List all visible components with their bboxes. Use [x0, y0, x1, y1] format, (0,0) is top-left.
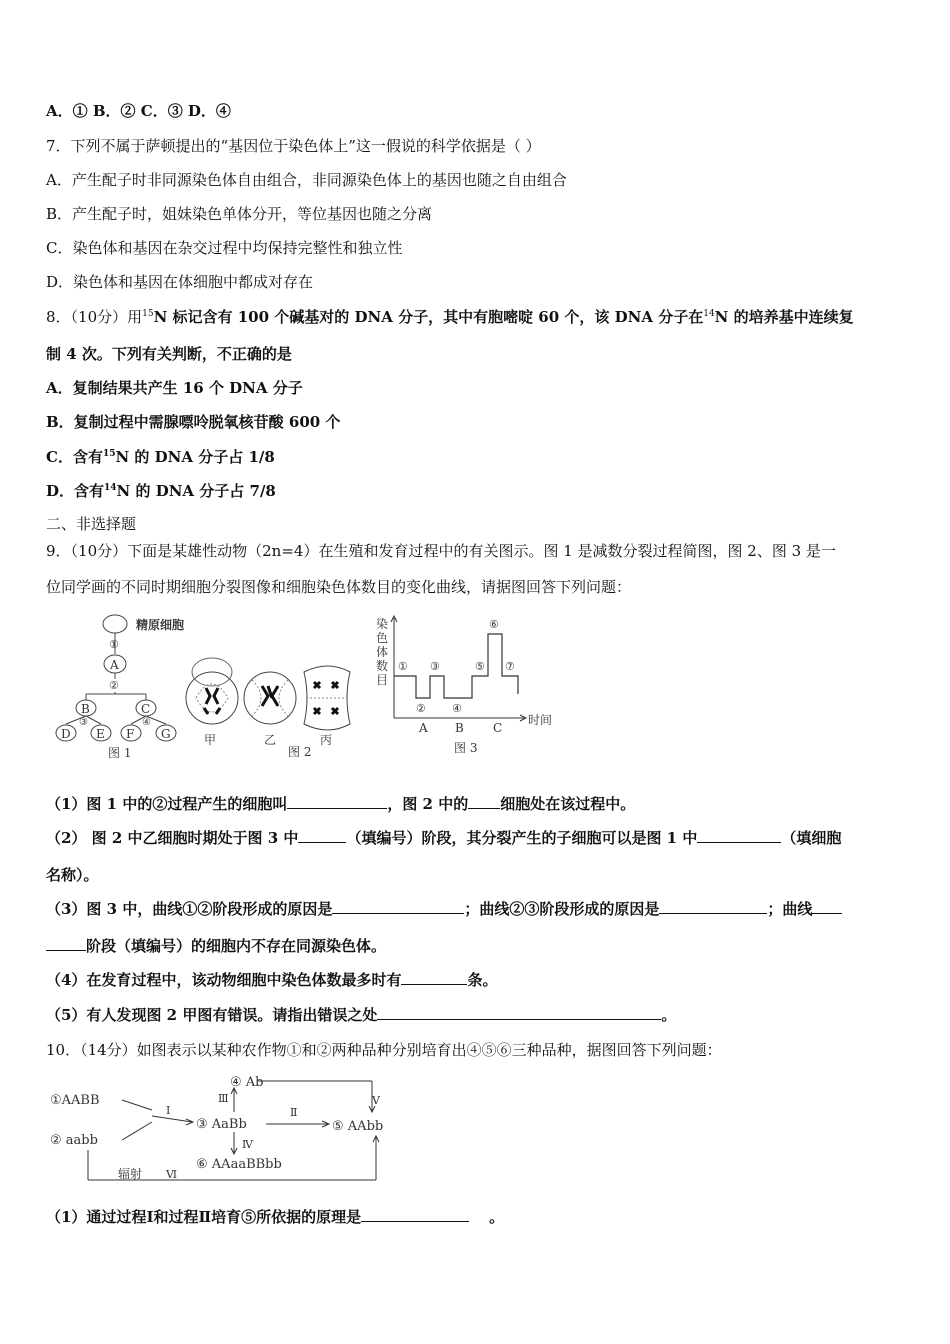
svg-text:目: 目 [376, 673, 389, 687]
q7-stem: 7．下列不属于萨顿提出的“基因位于染色体上”这一假说的科学依据是（ ） [46, 137, 541, 155]
q8-option-b: B．复制过程中需腺嘌呤脱氧核苷酸 600 个 [46, 413, 341, 431]
q8-option-d: D．含有$^{14}$N 的 DNA 分子占 7/8 [46, 482, 276, 500]
fig3-stage-6: ⑥ [489, 618, 499, 631]
q9-sub3-blank3a[interactable] [812, 899, 842, 914]
q9-sub5-blank[interactable] [377, 1005, 661, 1020]
svg-text:Ⅲ: Ⅲ [218, 1092, 229, 1105]
fig1-node-c: C [141, 702, 151, 716]
q7-option-c: C．染色体和基因在杂交过程中均保持完整性和独立性 [46, 239, 403, 257]
q9-sub2-cont: 名称）。 [46, 866, 99, 884]
fig3-caption: 图 3 [454, 741, 478, 755]
fig1-node-e: E [96, 727, 105, 741]
svg-text:色: 色 [376, 631, 389, 645]
fig1-caption: 图 1 [108, 746, 132, 760]
svg-text:②: ② [109, 679, 119, 692]
svg-text:③: ③ [79, 717, 88, 728]
svg-text:Ⅰ: Ⅰ [166, 1104, 171, 1117]
svg-text:Ⅳ: Ⅳ [242, 1138, 253, 1151]
fig3-stage-2: ② [416, 702, 426, 715]
q9-sub1-blank2[interactable] [468, 794, 500, 809]
q9-sub1-blank1[interactable] [287, 794, 387, 809]
q9-sub5: （5）有人发现图 2 甲图有错误。请指出错误之处 。 [46, 1006, 677, 1024]
fig3-stage-1: ① [398, 660, 408, 673]
q7-option-a: A．产生配子时非同源染色体自由组合，非同源染色体上的基因也随之自由组合 [46, 171, 567, 189]
fig2-label-jia: 甲 [204, 733, 217, 747]
fig3-phase-c: C [493, 721, 503, 735]
q8-option-c: C．含有$^{15}$N 的 DNA 分子占 1/8 [46, 448, 275, 466]
q9-sub3-blank1[interactable] [332, 899, 464, 914]
fig1-node-d: D [61, 727, 71, 741]
q10-sub1: （1）通过过程Ⅰ和过程Ⅱ培育⑤所依据的原理是 。 [46, 1208, 505, 1226]
label-radiation: 辐射 [118, 1167, 143, 1181]
svg-text:①: ① [109, 638, 119, 651]
figure-3-chromosome-curve [372, 614, 562, 760]
fig3-phase-a: A [419, 721, 428, 735]
fig1-label-spermatogonium: 精原细胞 [136, 618, 185, 632]
q8-option-a: A．复制结果共产生 16 个 DNA 分子 [46, 379, 303, 397]
node-aabb-f1: ③ AaBb [196, 1117, 247, 1132]
svg-text:染: 染 [376, 617, 389, 631]
svg-text:Ⅵ: Ⅵ [166, 1168, 178, 1181]
q9-sub2-blank1[interactable] [298, 828, 346, 843]
q9-sub3-blank3b[interactable] [46, 936, 86, 951]
svg-text:数: 数 [376, 659, 389, 673]
q8-stem-line1: 8．（10分）用$^{15}$N 标记含有 100 个碱基对的 DNA 分子，其中有胞嘧啶 60 个，该 DNA 分子在$^{14}$N 的培养基中连续复 [46, 308, 854, 326]
fig1-node-a: A [110, 658, 119, 672]
svg-text:Ⅴ: Ⅴ [372, 1094, 380, 1107]
svg-text:④: ④ [142, 717, 151, 728]
section-heading: 二、非选择题 [46, 515, 137, 533]
figure-2-cell-images [182, 650, 357, 762]
figure-breeding-diagram [46, 1066, 406, 1186]
fig1-node-g: G [161, 727, 171, 741]
q9-sub3-cont: 阶段（填编号）的细胞内不存在同源染色体。 [46, 936, 386, 956]
q9-sub1: （1）图 1 中的②过程产生的细胞叫 ，图 2 中的 细胞处在该过程中。 [46, 795, 636, 813]
fig2-label-yi: 乙 [264, 733, 277, 747]
fig3-stage-7: ⑦ [505, 660, 515, 673]
node-ab-haploid: ④ Ab [230, 1075, 264, 1090]
fig3-stage-5: ⑤ [475, 660, 485, 673]
fig3-x-axis-label: 时间 [528, 713, 553, 727]
q9-sub3: （3）图 3 中，曲线①②阶段形成的原因是 ；曲线②③阶段形成的原因是 ；曲线 [46, 899, 842, 919]
q9-sub4: （4）在发育过程中，该动物细胞中染色体数最多时有 条。 [46, 971, 498, 989]
q10-sub1-blank[interactable] [361, 1207, 469, 1222]
fig3-phase-b: B [455, 721, 464, 735]
q9-sub2: （2） 图 2 中乙细胞时期处于图 3 中 （填编号）阶段，其分裂产生的子细胞可以是图 1 中 （填细胞 [46, 829, 842, 847]
q9-sub4-blank[interactable] [401, 970, 467, 985]
q9-stem-line1: 9．（10分）下面是某雄性动物（2n=4）在生殖和发育过程中的有关图示。图 1 是减数分裂过程简图，图 2、图 3 是一 [46, 542, 836, 560]
cell-yi [244, 672, 296, 724]
svg-text:体: 体 [376, 645, 389, 659]
q7-option-b: B．产生配子时，姐妹染色单体分开，等位基因也随之分离 [46, 205, 433, 223]
svg-text:Ⅱ: Ⅱ [290, 1106, 298, 1119]
fig2-label-bing: 丙 [320, 733, 333, 747]
fig3-stage-4: ④ [452, 702, 462, 715]
cell-bing [304, 666, 350, 730]
q8-stem-line2: 制 4 次。下列有关判断，不正确的是 [46, 345, 292, 363]
q10-stem: 10．（14分）如图表示以某种农作物①和②两种品种分别培育出④⑤⑥三种品种，据图回答下列问题： [46, 1041, 722, 1059]
q9-stem-line2: 位同学画的不同时期细胞分裂图像和细胞染色体数目的变化曲线，请据图回答下列问题： [46, 578, 632, 596]
q6-options: A．① B．② C．③ D．④ [46, 102, 231, 120]
node-aabb-parent2: ② aabb [50, 1133, 98, 1148]
fig3-y-axis-label [376, 616, 388, 687]
fig2-caption: 图 2 [288, 745, 312, 759]
node-aaaabbbb-polyploid: ⑥ AAaaBBbb [196, 1157, 282, 1172]
q9-sub3-blank2[interactable] [659, 899, 767, 914]
q9-sub2-blank2[interactable] [697, 828, 781, 843]
fig1-node-b: B [81, 702, 90, 716]
node-aabb-parent1: ①AABB [50, 1093, 100, 1108]
node-aabb-target: ⑤ AAbb [332, 1119, 384, 1134]
fig1-node-f: F [126, 727, 135, 741]
q7-option-d: D．染色体和基因在体细胞中都成对存在 [46, 273, 314, 291]
fig3-curve [394, 634, 518, 698]
fig3-stage-3: ③ [430, 660, 440, 673]
cell-jia [186, 658, 238, 724]
figure-1-meiosis-tree [46, 612, 196, 762]
